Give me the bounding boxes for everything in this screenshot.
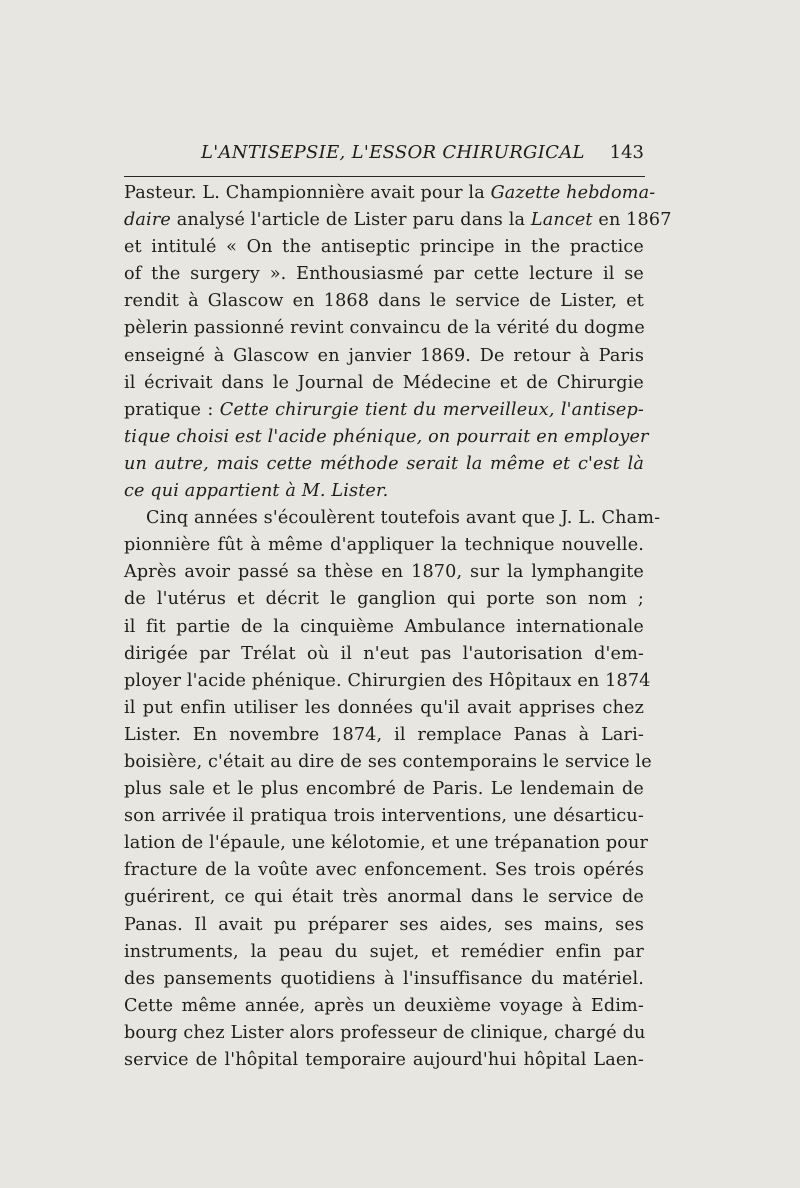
body-text	[124, 180, 672, 1074]
text-line: un autre, mais cette méthode serait la même et c'est là	[124, 453, 644, 474]
text-line: tique choisi est l'acide phénique, on pourrait en employer	[124, 426, 649, 447]
text-line: Après avoir passé sa thèse en 1870, sur la lymphangite	[124, 562, 644, 583]
text-line: Lister. En novembre 1874, il remplace Panas à Lari-	[124, 724, 644, 745]
text-line: son arrivée il pratiqua trois interventions, une désarticu-	[124, 806, 644, 827]
text-line: of the surgery ». Enthousiasmé par cette lecture il se	[124, 264, 644, 285]
text-line: plus sale et le plus encombré de Paris. Le lendemain de	[124, 779, 644, 800]
text-line: ce qui appartient à M. Lister.	[124, 481, 389, 502]
text-line: boisière, c'était au dire de ses contemporains le service le	[124, 751, 652, 772]
text-line: de l'utérus et décrit le ganglion qui porte son nom ;	[124, 589, 644, 610]
text-line: pionnière fût à même d'appliquer la technique nouvelle.	[124, 535, 644, 556]
text-line: service de l'hôpital temporaire aujourd'hui hôpital Laen-	[124, 1050, 644, 1070]
text-line: daire analysé l'article de Lister paru dans la Lancet en 1867	[124, 210, 672, 231]
text-line: pèlerin passionné revint convaincu de la vérité du dogme	[124, 318, 645, 339]
text-line: il put enfin utiliser les données qu'il avait apprises chez	[124, 697, 644, 718]
header-rule	[124, 176, 645, 177]
text-line: des pansements quotidiens à l'insuffisance du matériel.	[124, 968, 644, 989]
text-line: et intitulé « On the antiseptic principe in the practice	[124, 237, 644, 258]
running-title: L'ANTISEPSIE, L'ESSOR CHIRURGICAL	[201, 142, 585, 163]
text-line: Pasteur. L. Championnière avait pour la Gazette hebdoma-	[124, 183, 656, 203]
page-number: 143	[609, 142, 644, 163]
page-header	[124, 142, 644, 163]
text-line: ployer l'acide phénique. Chirurgien des Hôpitaux en 1874	[124, 670, 651, 691]
text-line: Panas. Il avait pu préparer ses aides, ses mains, ses	[124, 914, 644, 935]
text-line: dirigée par Trélat où il n'eut pas l'autorisation d'em-	[124, 643, 644, 664]
text-line: fracture de la voûte avec enfoncement. Ses trois opérés	[124, 860, 644, 881]
text-line: bourg chez Lister alors professeur de clinique, chargé du	[124, 1022, 646, 1043]
text-line: Cinq années s'écoulèrent toutefois avant que J. L. Cham-	[146, 508, 661, 529]
text-line: il écrivait dans le Journal de Médecine et de Chirurgie	[124, 372, 644, 393]
text-line: lation de l'épaule, une kélotomie, et une trépanation pour	[124, 833, 649, 854]
text-line: il fit partie de la cinquième Ambulance internationale	[124, 616, 644, 637]
text-line: guérirent, ce qui était très anormal dans le service de	[124, 887, 644, 908]
text-line: Cette même année, après un deuxième voyage à Edim-	[124, 995, 644, 1016]
text-line: instruments, la peau du sujet, et remédier enfin par	[124, 941, 644, 962]
text-line: enseigné à Glascow en janvier 1869. De retour à Paris	[124, 345, 644, 366]
text-line: pratique : Cette chirurgie tient du merveilleux, l'antisep-	[124, 399, 644, 420]
text-line: rendit à Glascow en 1868 dans le service de Lister, et	[124, 291, 644, 312]
